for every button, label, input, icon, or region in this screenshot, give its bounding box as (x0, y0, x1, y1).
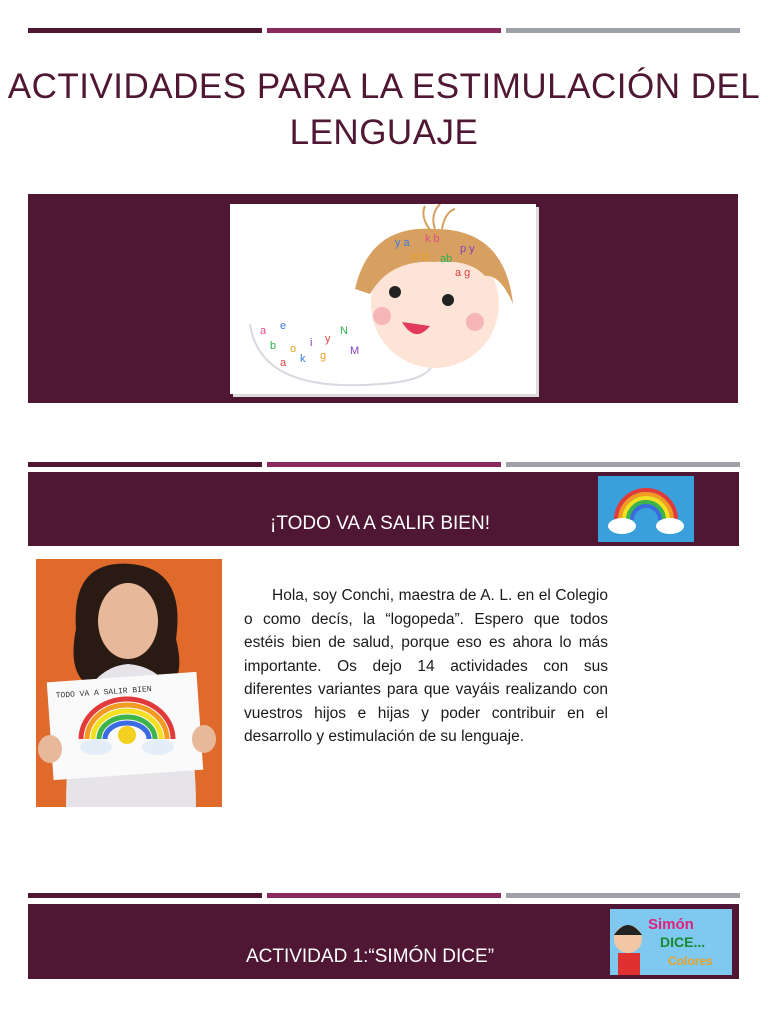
svg-text:e: e (280, 320, 287, 332)
intro-paragraph: Hola, soy Conchi, maestra de A. L. en el Colegio o como decís, la “logopeda”. Espero que todos estéis bien de salud, porque eso es ahora lo más importante. Os dejo 14 actividades con sus diferentes variantes para que vayáis realizando con vuestros hijos e hijas y poder contribuir en el desarrollo y estimulación de su lenguaje. (244, 587, 608, 745)
rainbow-cloud-icon (598, 476, 694, 542)
sign-text: TODO VA A SALIR BIEN (55, 685, 152, 701)
svg-text:m b: m b (410, 251, 429, 263)
simon-logo-line3: Colores (668, 954, 713, 968)
divider-bottom-2 (267, 893, 501, 898)
svg-text:N: N (340, 325, 348, 337)
activity1-heading: ACTIVIDAD 1:“SIMÓN DICE” (245, 946, 495, 967)
divider-mid-3 (506, 462, 740, 467)
simon-dice-logo (610, 909, 732, 975)
divider-bottom-1 (28, 893, 262, 898)
svg-text:a: a (260, 325, 267, 337)
svg-text:ab: ab (440, 253, 453, 265)
svg-text:b: b (270, 340, 277, 352)
svg-text:k: k (300, 353, 306, 365)
svg-text:a: a (280, 357, 287, 369)
svg-text:a g: a g (455, 267, 471, 279)
teacher-photo (36, 559, 222, 807)
divider-mid-1 (28, 462, 262, 467)
page-title: ACTIVIDADES PARA LA ESTIMULACIÓN DEL LENGUAJE (7, 67, 761, 152)
svg-text:p y: p y (460, 243, 475, 255)
svg-text:k b: k b (425, 233, 440, 245)
svg-text:i: i (310, 337, 313, 349)
svg-text:y a: y a (395, 237, 410, 249)
svg-text:y: y (325, 333, 331, 345)
svg-text:o: o (290, 343, 297, 355)
simon-logo-line2: DICE... (660, 934, 706, 950)
svg-text:g: g (320, 350, 327, 362)
svg-text:M: M (350, 345, 360, 357)
divider-mid-2 (267, 462, 501, 467)
section-heading: ¡TODO VA A SALIR BIEN! (270, 513, 490, 534)
child-head-letters-illustration (230, 204, 536, 394)
divider-top-3 (506, 28, 740, 33)
divider-bottom-3 (506, 893, 740, 898)
divider-top-2 (267, 28, 501, 33)
simon-logo-line1: Simón (648, 916, 694, 933)
divider-top-1 (28, 28, 262, 33)
